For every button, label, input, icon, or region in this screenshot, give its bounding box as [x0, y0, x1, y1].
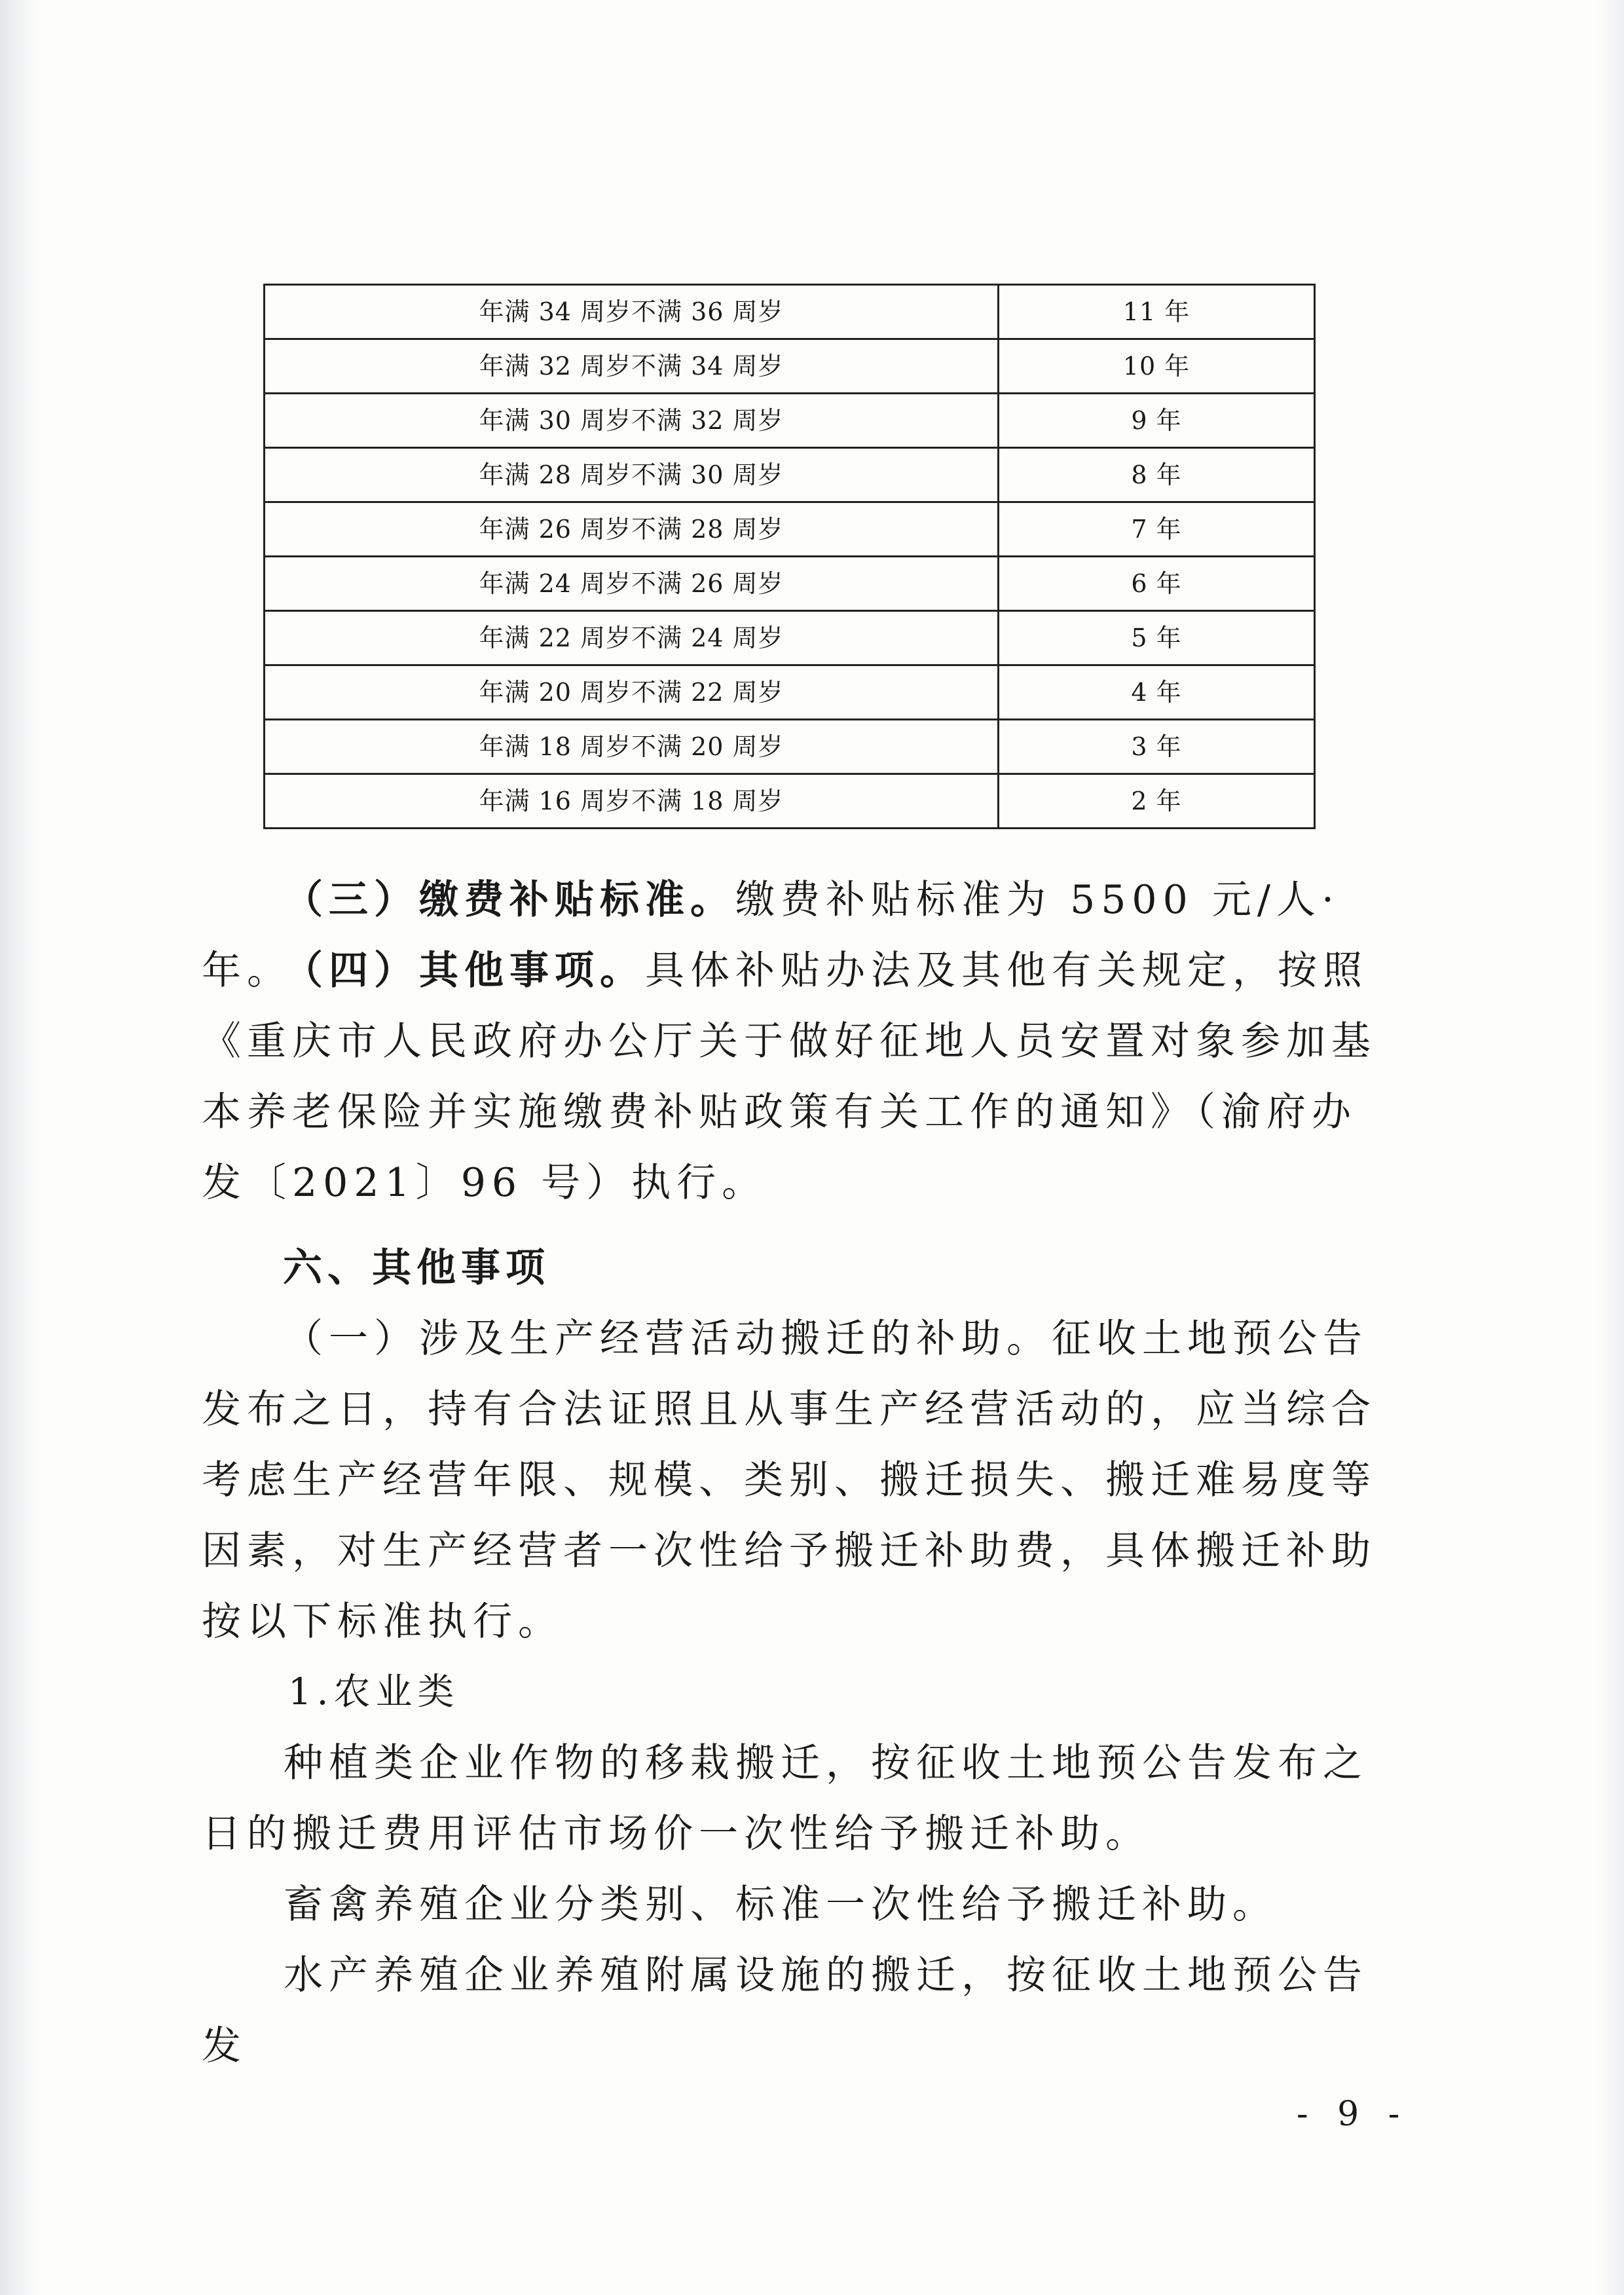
age-range-cell: 年满 16 周岁不满 18 周岁: [265, 774, 999, 829]
age-range-cell: 年满 24 周岁不满 26 周岁: [265, 557, 999, 611]
section-6-title: 六、其他事项: [283, 1245, 550, 1291]
page-number: - 9 -: [1297, 2095, 1409, 2134]
years-cell: 3 年: [999, 720, 1315, 774]
agriculture-subheading: 1.农业类: [288, 1671, 460, 1713]
section-6-paragraph-4: 水产养殖企业养殖附属设施的搬迁，按征收土地预公告发: [202, 1952, 1368, 2069]
years-cell: 8 年: [999, 448, 1315, 502]
table-row: [265, 502, 1315, 557]
years-cell: 5 年: [999, 611, 1315, 665]
item-4-heading: （四）其他事项。: [284, 948, 645, 994]
age-years-table: [263, 284, 1316, 829]
section-6-paragraph-1: （一）涉及生产经营活动搬迁的补助。征收土地预公告发布之日，持有合法证照且从事生产经营活动的，应当综合考虑生产经营年限、规模、类别、搬迁损失、搬迁难易度等因素，对生产经营者一次性给予搬迁补助费，具体搬迁补助按以下标准执行。: [202, 1316, 1376, 1645]
item-3-heading: （三）缴费补贴标准。: [284, 877, 735, 923]
years-cell: 2 年: [999, 774, 1315, 829]
table-row: [265, 774, 1315, 829]
age-range-cell: 年满 18 周岁不满 20 周岁: [265, 720, 999, 774]
section-6-paragraph-3: 畜禽养殖企业分类别、标准一次性给予搬迁补助。: [284, 1882, 1278, 1928]
age-range-cell: 年满 20 周岁不满 22 周岁: [265, 665, 999, 720]
table-row: [265, 557, 1315, 611]
scan-shadow-left: [0, 0, 39, 2295]
table-row: [265, 339, 1315, 394]
item-4-paragraph: [202, 935, 1400, 1218]
item-3-text: 缴费补贴标准为 5500 元/人·年。: [202, 877, 1340, 994]
years-cell: 7 年: [999, 502, 1315, 557]
age-range-cell: 年满 22 周岁不满 24 周岁: [265, 611, 999, 665]
age-range-cell: 年满 28 周岁不满 30 周岁: [265, 448, 999, 502]
item-4-text: 具体补贴办法及其他有关规定，按照《重庆市人民政府办公厅关于做好征地人员安置对象参加基本养老保险并实施缴费补贴政策有关工作的通知》（渝府办发〔2021〕96 号）执行。: [202, 948, 1376, 1206]
table-row: [265, 611, 1315, 665]
section-6-paragraph-2: 种植类企业作物的移栽搬迁，按征收土地预公告发布之日的搬迁费用评估市场价一次性给予搬迁补助。: [202, 1740, 1368, 1857]
table-row: [265, 448, 1315, 502]
age-range-cell: 年满 34 周岁不满 36 周岁: [265, 285, 999, 339]
age-range-cell: 年满 30 周岁不满 32 周岁: [265, 394, 999, 448]
years-cell: 11 年: [999, 285, 1315, 339]
scan-shadow-right: [1598, 0, 1624, 2295]
age-range-cell: 年满 32 周岁不满 34 周岁: [265, 339, 999, 394]
years-cell: 9 年: [999, 394, 1315, 448]
years-cell: 10 年: [999, 339, 1315, 394]
years-cell: 4 年: [999, 665, 1315, 720]
table-row: [265, 665, 1315, 720]
table-row: [265, 285, 1315, 339]
table-row: [265, 394, 1315, 448]
table-row: [265, 720, 1315, 774]
age-range-cell: 年满 26 周岁不满 28 周岁: [265, 502, 999, 557]
years-cell: 6 年: [999, 557, 1315, 611]
